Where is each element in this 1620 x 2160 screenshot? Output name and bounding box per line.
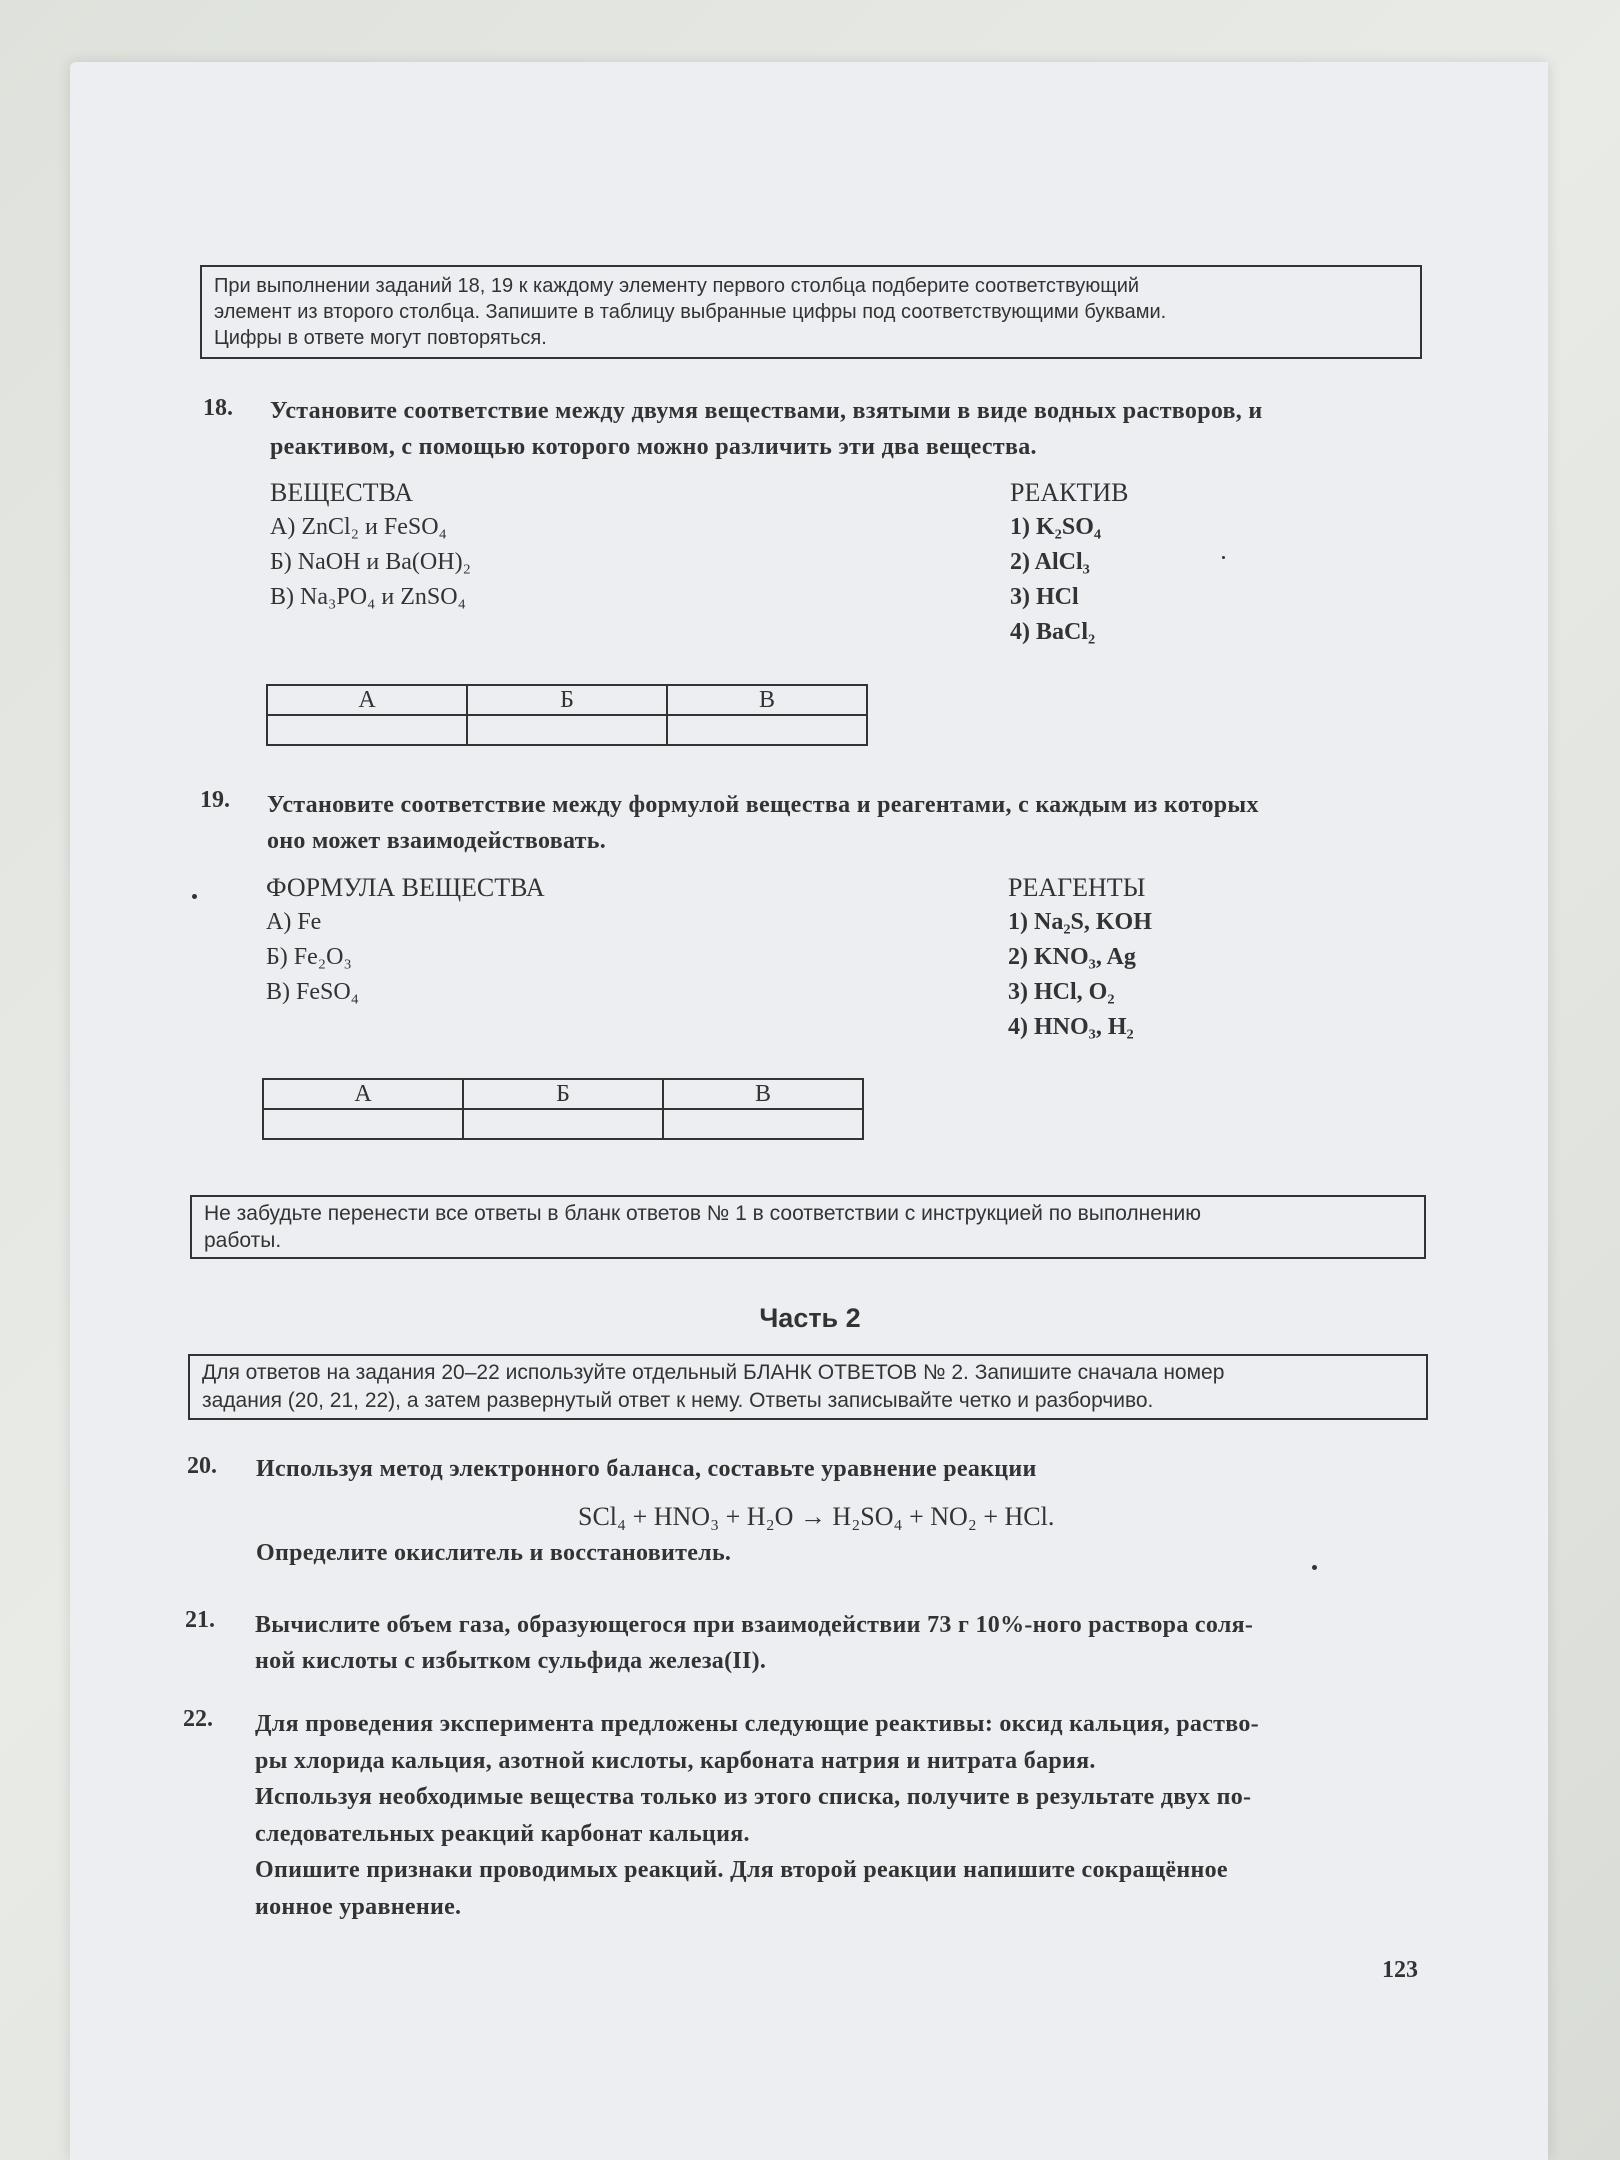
task-22-text	[255, 1706, 1445, 1925]
instruction-line: Цифры в ответе могут повторяться.	[214, 327, 547, 349]
list-item: 1) Na₂S, KOH	[1008, 909, 1152, 935]
task-18-text	[270, 393, 1430, 465]
list-item: 1) K₂SO₄	[1010, 514, 1102, 540]
reminder-box	[190, 1195, 1426, 1259]
task-22-line: ионное уравнение.	[255, 1893, 462, 1920]
task-19-reagents	[1008, 870, 1152, 1045]
page-number: 123	[1382, 1957, 1418, 1983]
instruction-line: элемент из второго столбца. Запишите в таблицу выбранные цифры под соответствующими буквами.	[214, 301, 1167, 323]
table-header: В	[663, 1079, 863, 1109]
table-header: А	[267, 685, 467, 715]
answer-cell[interactable]	[267, 715, 467, 745]
instruction-box-top	[200, 265, 1422, 359]
task-22-line: Для проведения эксперимента предложены следующие реактивы: оксид кальция, раство-	[255, 1711, 1259, 1737]
reminder-line: работы.	[204, 1229, 282, 1252]
task-18-number: 18.	[203, 395, 233, 421]
part-2-title: Часть 2	[759, 1303, 861, 1333]
task-19-text	[267, 787, 1427, 859]
task-18-reagents	[1010, 475, 1128, 650]
column-header: ВЕЩЕСТВА	[270, 478, 414, 507]
task-21-line: Вычислите объем газа, образующегося при взаимодействии 73 г 10%-ного раствора соля-	[255, 1612, 1254, 1638]
task-19-formulas	[266, 870, 545, 1010]
task-20-equation: SCl₄ + HNO₃ + H₂O → H₂SO₄ + NO₂ + HCl.	[578, 1502, 1055, 1531]
answer-cell[interactable]	[663, 1109, 863, 1139]
task-20-number: 20.	[187, 1453, 217, 1479]
table-header: Б	[467, 685, 667, 715]
task-19-line: Установите соответствие между формулой вещества и реагентами, с каждым из которых	[267, 792, 1259, 818]
table-header: Б	[463, 1079, 663, 1109]
list-item: 2) AlCl₃	[1010, 549, 1090, 575]
task-18-line: Установите соответствие между двумя веществами, взятыми в виде водных растворов, и	[270, 398, 1263, 424]
list-item: А) ZnCl₂ и FeSO₄	[270, 514, 447, 540]
task-22-line: следовательных реакций карбонат кальция.	[255, 1820, 750, 1847]
list-item: Б) Fe₂O₃	[266, 944, 352, 970]
task-22-number: 22.	[183, 1706, 213, 1732]
list-item: 4) HNO₃, H₂	[1008, 1014, 1134, 1040]
task-18-substances	[270, 475, 471, 615]
reminder-line: Не забудьте перенести все ответы в бланк ответов № 1 в соответствии с инструкцией по выполнению	[204, 1202, 1202, 1225]
stray-mark	[1222, 556, 1225, 559]
list-item: Б) NaOH и Ba(OH)₂	[270, 549, 471, 575]
task-19-line: оно может взаимодействовать.	[267, 828, 607, 854]
task-19-answer-table	[262, 1078, 864, 1140]
stray-mark	[1312, 1565, 1317, 1570]
list-item: А) Fe	[266, 909, 322, 935]
stray-mark	[192, 894, 197, 899]
task-18-answer-table	[266, 684, 868, 746]
column-header: РЕАГЕНТЫ	[1008, 873, 1146, 902]
table-header: В	[667, 685, 867, 715]
column-header: ФОРМУЛА ВЕЩЕСТВА	[266, 873, 545, 902]
task-21-line: ной кислоты с избытком сульфида железа(II).	[255, 1648, 767, 1674]
task-22-line: Опишите признаки проводимых реакций. Для второй реакции напишите сокращённое	[255, 1857, 1228, 1883]
table-header: А	[263, 1079, 463, 1109]
task-21-text	[255, 1607, 1435, 1679]
instruction-line: задания (20, 21, 22), а затем развернутый ответ к нему. Ответы записывайте четко и разборчиво.	[202, 1389, 1154, 1412]
part-2-instruction-box	[188, 1354, 1428, 1420]
instruction-line: Для ответов на задания 20–22 используйте отдельный БЛАНК ОТВЕТОВ № 2. Запишите сначала номер	[202, 1361, 1225, 1384]
answer-cell[interactable]	[467, 715, 667, 745]
list-item: 3) HCl	[1010, 584, 1079, 610]
list-item: 2) KNO₃, Ag	[1008, 944, 1136, 970]
list-item: 3) HCl, O₂	[1008, 979, 1115, 1005]
task-20-line2: Определите окислитель и восстановитель.	[256, 1540, 732, 1566]
task-22-line: ры хлорида кальция, азотной кислоты, карбоната натрия и нитрата бария.	[255, 1747, 1096, 1774]
instruction-line: При выполнении заданий 18, 19 к каждому элементу первого столбца подберите соответствующий	[214, 275, 1140, 297]
task-19-number: 19.	[200, 787, 230, 813]
task-20-line1: Используя метод электронного баланса, составьте уравнение реакции	[256, 1456, 1037, 1482]
task-21-number: 21.	[185, 1607, 215, 1633]
list-item: В) Na₃PO₄ и ZnSO₄	[270, 584, 466, 610]
answer-cell[interactable]	[667, 715, 867, 745]
answer-cell[interactable]	[463, 1109, 663, 1139]
list-item: 4) BaCl₂	[1010, 619, 1096, 645]
list-item: В) FeSO₄	[266, 979, 360, 1005]
answer-cell[interactable]	[263, 1109, 463, 1139]
task-22-line: Используя необходимые вещества только из этого списка, получите в результате двух по-	[255, 1784, 1252, 1810]
column-header: РЕАКТИВ	[1010, 478, 1129, 507]
task-18-line: реактивом, с помощью которого можно различить эти два вещества.	[270, 434, 1037, 460]
